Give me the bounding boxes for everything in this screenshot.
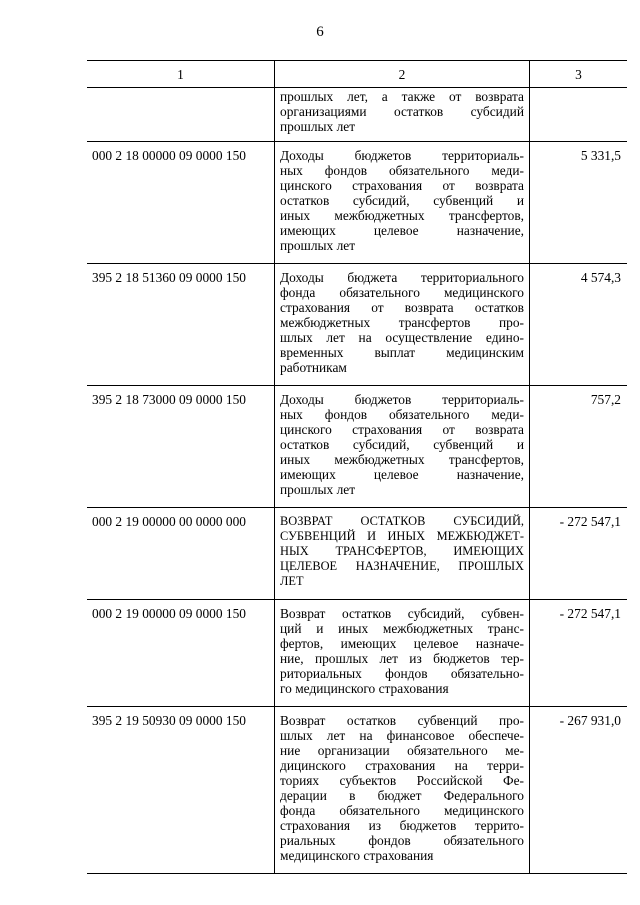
description-line: шлых лет на осуществление едино- (280, 330, 524, 345)
budget-code (87, 88, 275, 142)
description-line: шлых лет на финансовое обеспече- (280, 728, 524, 743)
table-row (87, 142, 627, 264)
description-line: страхования из бюджетов террито- (280, 818, 524, 833)
description-line: прошлых лет (280, 238, 356, 253)
description-line: работникам (280, 360, 347, 375)
amount-value: 757,2 (530, 386, 628, 508)
description-line: ние организации обязательного ме- (280, 743, 524, 758)
income-description (275, 707, 530, 874)
description-line: ных фондов обязательного меди- (280, 407, 524, 422)
description-line: ных фондов обязательного меди- (280, 163, 524, 178)
description-line: имеющих целевое назначение, (280, 467, 524, 482)
budget-code: 395 2 18 51360 09 0000 150 (87, 264, 275, 386)
income-description (275, 88, 530, 142)
page-number: 6 (316, 24, 324, 40)
description-line: ВОЗВРАТ ОСТАТКОВ СУБСИДИЙ, (280, 514, 524, 528)
description-line: прошлых лет (280, 482, 356, 497)
description-line: фонда обязательного медицинского (280, 285, 524, 300)
description-line: СУБВЕНЦИЙ И ИНЫХ МЕЖБЮДЖЕТ- (280, 529, 524, 543)
description-line: Доходы бюджетов территориаль- (280, 392, 524, 407)
table-body (87, 88, 627, 874)
column-header-3: 3 (530, 61, 628, 88)
table-row (87, 600, 627, 707)
description-line: цинского страхования от возврата (280, 422, 524, 437)
description-line: Доходы бюджета территориального (280, 270, 524, 285)
description-line: фонда обязательного медицинского (280, 803, 524, 818)
description-line: временных выплат медицинским (280, 345, 524, 360)
table-row (87, 386, 627, 508)
description-line: НЫХ ТРАНСФЕРТОВ, ИМЕЮЩИХ (280, 544, 524, 558)
description-line: ЛЕТ (280, 574, 304, 588)
table-row (87, 707, 627, 874)
column-header-1: 1 (87, 61, 275, 88)
description-line: остатков субсидий, субвенций и (280, 193, 524, 208)
description-line: ние, прошлых лет из бюджетов тер- (280, 651, 524, 666)
income-description (275, 264, 530, 386)
description-line: риальных фондов обязательного (280, 833, 524, 848)
amount-value: - 272 547,1 (530, 508, 628, 600)
description-line: ций и иных межбюджетных транс- (280, 621, 524, 636)
table-header-row (87, 61, 627, 88)
description-line: медицинского страхования (280, 848, 434, 863)
amount-value: - 267 931,0 (530, 707, 628, 874)
income-description (275, 386, 530, 508)
income-description (275, 508, 530, 600)
description-line: иных межбюджетных трансфертов, (280, 208, 524, 223)
description-line: Доходы бюджетов территориаль- (280, 148, 524, 163)
description-line: го медицинского страхования (280, 681, 449, 696)
amount-value: - 272 547,1 (530, 600, 628, 707)
budget-code: 395 2 18 73000 09 0000 150 (87, 386, 275, 508)
budget-code: 000 2 19 00000 00 0000 000 (87, 508, 275, 600)
description-line: прошлых лет, а также от возврата (280, 89, 524, 104)
description-line: организациями остатков субсидий (280, 104, 524, 119)
description-line: дерации в бюджет Федерального (280, 788, 524, 803)
description-line: дицинского страхования на терри- (280, 758, 524, 773)
description-line: риториальных фондов обязательно- (280, 666, 524, 681)
description-line: остатков субсидий, субвенций и (280, 437, 524, 452)
description-line: прошлых лет (280, 119, 356, 134)
description-line: фертов, имеющих целевое назначе- (280, 636, 524, 651)
description-line: иных межбюджетных трансфертов, (280, 452, 524, 467)
description-line: Возврат остатков субсидий, субвен- (280, 606, 524, 621)
budget-table (87, 60, 627, 874)
budget-code: 395 2 19 50930 09 0000 150 (87, 707, 275, 874)
table-row (87, 88, 627, 142)
budget-code: 000 2 19 00000 09 0000 150 (87, 600, 275, 707)
description-line: ториях субъектов Российской Фе- (280, 773, 524, 788)
description-line: имеющих целевое назначение, (280, 223, 524, 238)
table-row (87, 508, 627, 600)
description-line: цинского страхования от возврата (280, 178, 524, 193)
amount-value: 4 574,3 (530, 264, 628, 386)
amount-value (530, 88, 628, 142)
column-header-2: 2 (275, 61, 530, 88)
budget-code: 000 2 18 00000 09 0000 150 (87, 142, 275, 264)
description-line: ЦЕЛЕВОЕ НАЗНАЧЕНИЕ, ПРОШЛЫХ (280, 559, 524, 573)
description-line: Возврат остатков субвенций про- (280, 713, 524, 728)
income-description (275, 142, 530, 264)
description-line: страхования от возврата остатков (280, 300, 524, 315)
income-description (275, 600, 530, 707)
table-row (87, 264, 627, 386)
amount-value: 5 331,5 (530, 142, 628, 264)
description-line: межбюджетных трансфертов про- (280, 315, 524, 330)
